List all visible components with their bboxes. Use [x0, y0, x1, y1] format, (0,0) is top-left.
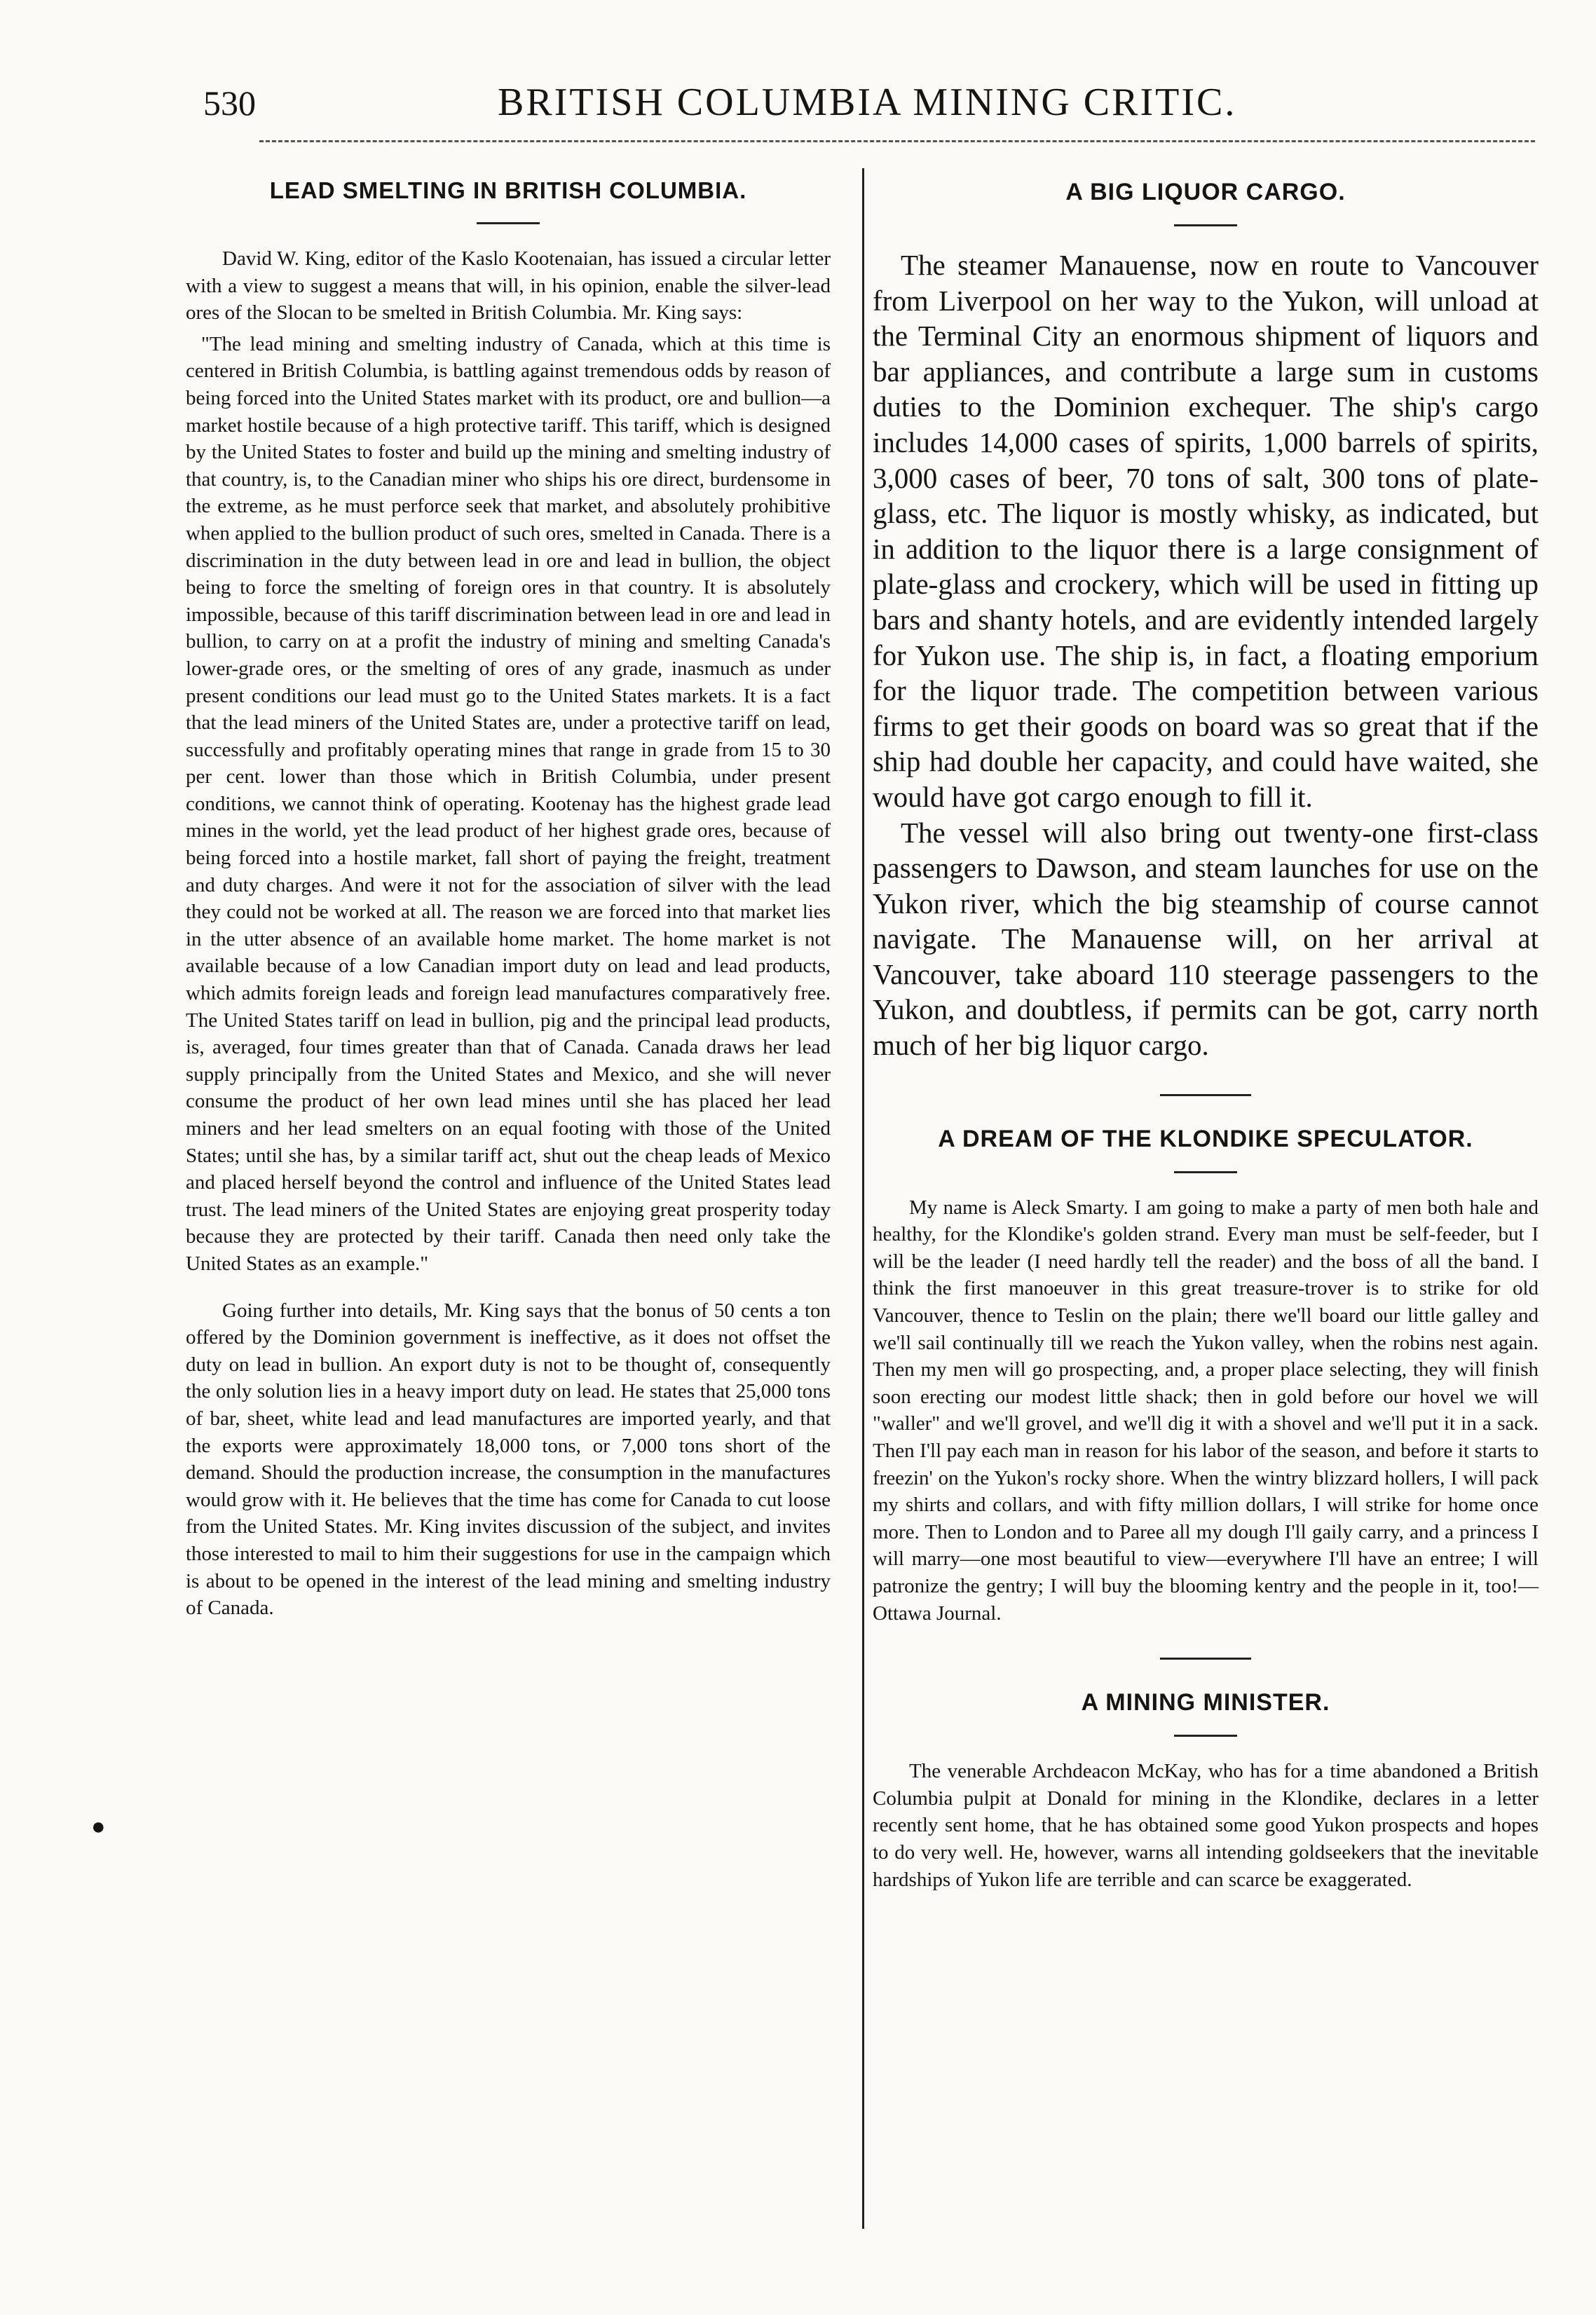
article-closing: Going further into details, Mr. King says that the bonus of 50 cents a ton offered by the Dominion government is ineffective, as it does not offset the duty on lead in bullion. An export duty is not to be thought of, consequently the only solution lies in a heavy import duty on lead. He states that 25,000 tons of bar, sheet, white lead and lead manufactures are imported yearly, and that the exports were approximately 18,000 tons, or 7,000 tons short of the demand. Should the production increase, the consumption in the manufactures would grow with it. He believes that the time has come for Canada to cut loose from the United States. Mr. King invites discussion of the subject, and invites those interested to mail to him their suggestions for use in the campaign which is about to be opened in the interest of the lead mining and smelting industry of Canada.: [186, 1299, 831, 1620]
header-rule: [259, 140, 1535, 142]
publication-title: BRITISH COLUMBIA MINING CRITIC.: [498, 81, 1237, 124]
headline-rule: [1174, 1735, 1237, 1737]
article-headline-mining-minister: A MINING MINISTER.: [1081, 1689, 1330, 1716]
column-divider: [862, 168, 864, 2229]
article-quote: "The lead mining and smelting industry of Canada, which at this time is centered in British Columbia, is battling against tremendous odds by reason of being forced into the United States market with its product, ore and bullion—a market hostile because of a high protective tariff. This tariff, which is designed by the United States to foster and build up the mining and smelting industry of that country, is, to the Canadian miner who ships his ore direct, burdensome in the extreme, as he must perforce seek that market, and absolutely prohibitive when applied to the bullion product of such ores, smelted in Canada. There is a discrimination in the duty between lead in ore and lead in bullion, the object being to force the smelting of foreign ores in that country. It is absolutely impossible, because of this tariff discrimination between lead in ore and lead in bullion, to carry on at a profit the industry of mining and smelting Canada's lower-grade ores, or the smelting of ores of any grade, inasmuch as under present conditions our lead must go to the United States markets. It is a fact that the lead miners of the United States are, under a protective tariff on lead, successfully and profitably operating mines that range in grade from 15 to 30 per cent. lower than those which in British Columbia, under present conditions, we cannot think of operating. Kootenay has the highest grade lead mines in the world, yet the lead product of her highest grade ores, because of being forced into a hostile market, fall short of paying the freight, treatment and duty charges. And were it not for the association of silver with the lead they could not be worked at all. The reason we are forced into that market lies in the utter absence of an available home market. The home market is not available because of a low Canadian import duty on lead and lead products, which admits foreign leads and foreign lead manufactures comparatively free. The United States tariff on lead in bullion, pig and the principal lead products, is, averaged, four times greater than that of Canada. Canada draws her lead supply principally from the United States and Mexico, and she will never consume the product of her own lead mines until she has placed her lead miners and her lead smelters on an equal footing with those of the United States; until she has, by a similar tariff act, shut out the cheap leads of Mexico and placed herself beyond the control and influence of the United States lead trust. The lead miners of the United States are enjoying great prosperity today because they are protected by their tariff. Canada then need only take the United States as an example.": [186, 332, 831, 1275]
article-headline-liquor-cargo: A BIG LIQUOR CARGO.: [1065, 179, 1346, 205]
left-column: [186, 172, 831, 1622]
headline-rule: [1174, 1171, 1237, 1173]
article-headline-lead-smelting: LEAD SMELTING IN BRITISH COLUMBIA.: [269, 177, 747, 203]
article-headline-klondike-dream: A DREAM OF THE KLONDIKE SPECULATOR.: [938, 1125, 1473, 1152]
dream-text: My name is Aleck Smarty. I am going to make a party of men both hale and healthy, for the Klondike's golden strand. Every man must be self-feeder, but I will be the leader (I need hardly tell the reader) and the boss of all the band. I think the first manoeuver in this great treasure-trover is to strike for old Vancouver, thence to Teslin on the plain; there we'll board our little galley and we'll sail continually till we reach the Yukon valley, when the robins nest again. Then my men will go prospecting, and, a proper place selecting, they will finish soon erecting our modest little shack; then in gold before our hovel we will "waller" and we'll grovel, and we'll dig it with a shovel and we'll put it in a sack. Then I'll pay each man in reason for his labor of the season, and before it starts to freezin' on the Yukon's rocky shore. When the wintry blizzard hollers, I will pack my shirts and collars, and with fifty million dollars, I will strike for home once more. Then to London and to Paree all my dough I'll gaily carry, and a princess I will marry—one most beautiful to view—everywhere I'll have an entree; I will patronize the gentry; I will buy the blooming kentry and the people in it, too!—Ottawa Journal.: [873, 1196, 1539, 1625]
article-intro: David W. King, editor of the Kaslo Kootenaian, has issued a circular letter with a view to suggest a means that will, in his opinion, enable the silver-lead ores of the Slocan to be smelted in British Columbia. Mr. King says:: [186, 247, 831, 325]
print-blot: ●: [91, 1814, 106, 1840]
minister-text: The venerable Archdeacon McKay, who has for a time abandoned a British Columbia pulpit at Donald for mining in the Klondike, declares in a letter recently sent home, that he has obtained some good Yukon prospects and hopes to do very well. He, however, warns all intending goldseekers that the inevitable hardships of Yukon life are terrible and can scarce be exaggerated.: [873, 1760, 1539, 1891]
section-separator: [1160, 1094, 1251, 1096]
page-number: 530: [203, 83, 256, 123]
cargo-paragraph-2: The vessel will also bring out twenty-one first-class passengers to Dawson, and steam launches for use on the Yukon river, which the big steamship of course cannot navigate. The Manauense will, on her arrival at Vancouver, take aboard 110 steerage passengers to the Yukon, and doubtless, if permits can be got, carry north much of her big liquor cargo.: [873, 816, 1539, 1062]
cargo-paragraph-1: The steamer Manauense, now en route to Vancouver from Liverpool on her way to the Yukon, will unload at the Terminal City an enormous shipment of liquors and bar appliances, and contribute a large sum in customs duties to the Dominion exchequer. The ship's cargo includes 14,000 cases of spirits, 1,000 barrels of spirits, 3,000 cases of beer, 70 tons of salt, 300 tons of plate-glass, etc. The liquor is mostly whisky, as indicated, but in addition to the liquor there is a large consignment of plate-glass and crockery, which will be used in fitting up bars and shanty hotels, and are evidently intended largely for Yukon use. The ship is, in fact, a floating emporium for the liquor trade. The competition between various firms to get their goods on board was so great that if the ship had double her capacity, and could have waited, she would have got cargo enough to fill it.: [873, 249, 1539, 813]
headline-rule: [1174, 224, 1237, 226]
right-column: [873, 172, 1539, 1893]
section-separator: [1160, 1658, 1251, 1660]
headline-rule: [477, 222, 540, 224]
page-header: [203, 77, 1521, 133]
